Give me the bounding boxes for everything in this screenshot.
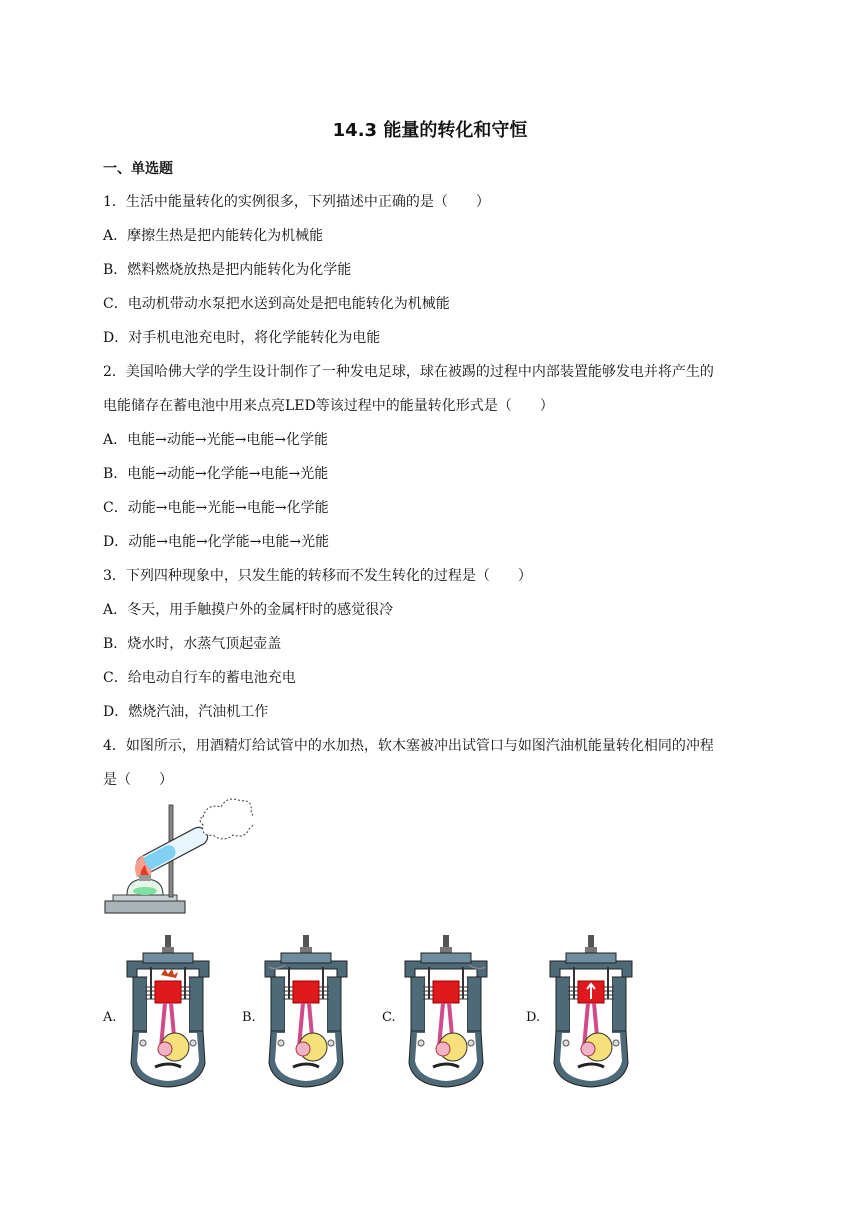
- q2-option-c: C．动能→电能→光能→电能→化学能: [103, 500, 329, 516]
- page-title: 14.3 能量的转化和守恒: [332, 120, 528, 141]
- q4-stem-line2: 是（ ）: [103, 772, 173, 788]
- q1-stem: 1．生活中能量转化的实例很多，下列描述中正确的是（ ）: [103, 194, 490, 210]
- q4-option-b-label: B.: [242, 1010, 256, 1025]
- engine-diagram-a: [125, 935, 215, 1093]
- spark-burst-icon: [161, 969, 178, 978]
- q4-option-c-label: C.: [382, 1010, 396, 1025]
- q4-option-a-label: A.: [103, 1010, 117, 1025]
- engine-diagram-c: [403, 935, 493, 1093]
- q2-stem-line1: 2．美国哈佛大学的学生设计制作了一种发电足球，球在被踢的过程中内部装置能够发电并将产生的: [103, 364, 714, 380]
- q4-stem-line1: 4．如图所示，用酒精灯给试管中的水加热，软木塞被冲出试管口与如图汽油机能量转化相同的冲程: [103, 738, 714, 754]
- q1-option-d: D．对手机电池充电时，将化学能转化为电能: [103, 330, 381, 346]
- q1-option-c: C．电动机带动水泵把水送到高处是把电能转化为机械能: [103, 296, 450, 312]
- q2-option-d: D．动能→电能→化学能→电能→光能: [103, 534, 330, 550]
- q4-option-d-label: D.: [526, 1010, 541, 1025]
- q3-option-d: D．燃烧汽油，汽油机工作: [103, 704, 269, 720]
- engine-diagram-d: [548, 935, 638, 1093]
- q2-option-b: B．电能→动能→化学能→电能→光能: [103, 466, 329, 482]
- q1-option-b: B．燃料燃烧放热是把内能转化为化学能: [103, 262, 352, 278]
- q3-stem: 3．下列四种现象中，只发生能的转移而不发生转化的过程是（ ）: [103, 568, 532, 584]
- q1-option-a: A．摩擦生热是把内能转化为机械能: [103, 228, 324, 244]
- q3-option-a: A．冬天，用手触摸户外的金属杆时的感觉很冷: [103, 602, 394, 618]
- q3-option-c: C．给电动自行车的蓄电池充电: [103, 670, 296, 686]
- section-heading: 一、单选题: [103, 161, 173, 177]
- q3-option-b: B．烧水时，水蒸气顶起壶盖: [103, 636, 282, 652]
- q2-stem-line2: 电能储存在蓄电池中用来点亮LED等该过程中的能量转化形式是（ ）: [103, 398, 554, 414]
- q2-option-a: A．电能→动能→光能→电能→化学能: [103, 432, 329, 448]
- test-tube-heating-figure: [103, 795, 253, 920]
- engine-diagram-b: [263, 935, 353, 1093]
